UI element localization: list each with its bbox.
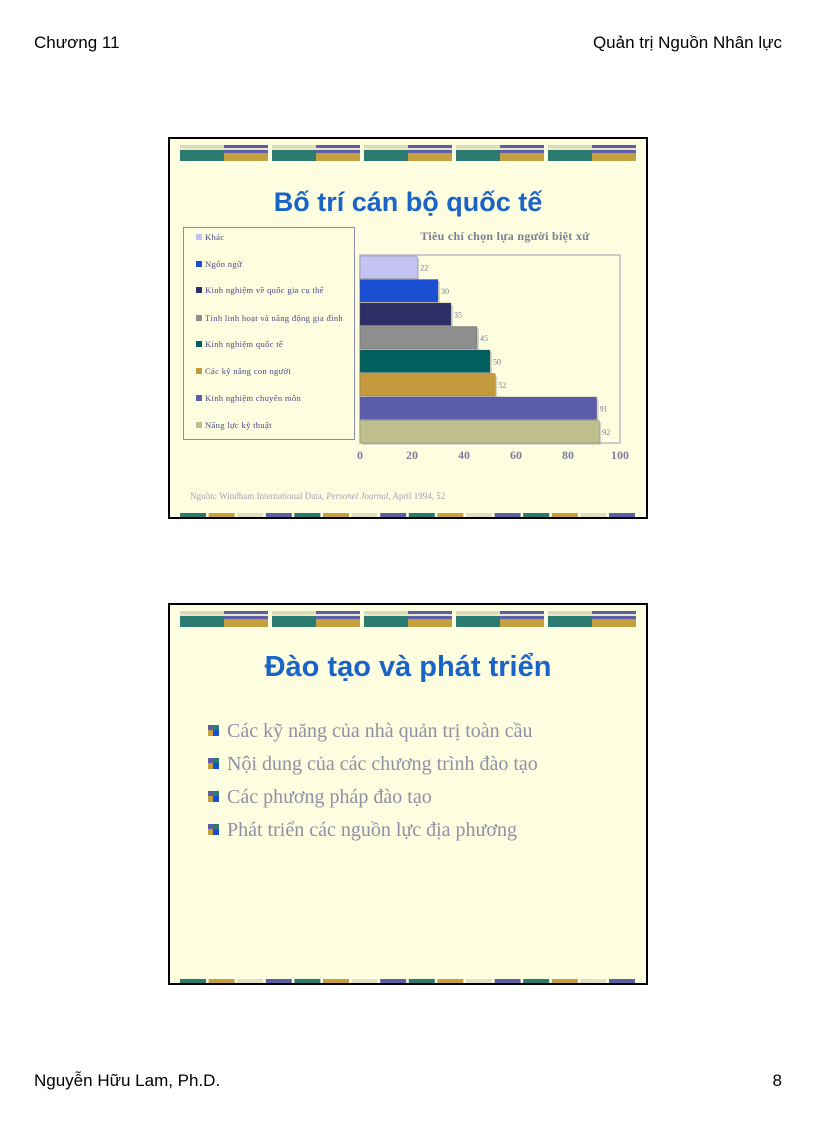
stripe-teal <box>272 150 316 161</box>
stripe-line <box>548 148 636 150</box>
square-bullet-icon <box>208 824 219 835</box>
stripe-seg <box>523 513 549 517</box>
decorative-stripe-bottom <box>180 513 638 517</box>
legend-label: Khác <box>205 232 225 242</box>
stripe-teal <box>548 150 592 161</box>
bar <box>360 327 477 350</box>
stripe-teal <box>548 616 592 627</box>
bar <box>360 421 599 444</box>
stripe-seg <box>437 979 463 983</box>
square-bullet-icon <box>208 758 219 769</box>
legend-item <box>196 313 354 324</box>
legend-label: Tính linh hoạt và năng động gia đình <box>205 313 344 323</box>
bar <box>360 350 490 373</box>
stripe-seg <box>609 979 635 983</box>
decorative-stripe-top <box>180 611 638 627</box>
stripe-seg <box>466 979 492 983</box>
stripe-teal <box>272 616 316 627</box>
stripe-seg <box>209 513 235 517</box>
data-label: 52 <box>498 380 507 390</box>
data-label: 35 <box>454 310 462 320</box>
stripe-seg <box>495 979 521 983</box>
stripe-line <box>456 148 544 150</box>
footer-author: Nguyễn Hữu Lam, Ph.D. <box>34 1071 221 1090</box>
stripe-seg <box>237 513 263 517</box>
data-label: 91 <box>599 404 608 414</box>
stripe-seg <box>380 513 406 517</box>
bar <box>360 374 495 397</box>
stripe-line <box>272 148 360 150</box>
legend-label: Các kỹ năng con người <box>205 366 292 376</box>
chart-legend <box>183 227 355 440</box>
data-label: 22 <box>420 263 429 273</box>
legend-swatch <box>196 261 202 267</box>
header-course-title: Quản trị Nguồn Nhân lực <box>592 33 782 52</box>
bar <box>360 280 438 303</box>
stripe-gold <box>224 619 268 627</box>
source-note <box>190 491 445 501</box>
stripe-seg <box>552 513 578 517</box>
legend-item <box>196 232 354 243</box>
bullet-item <box>208 783 538 816</box>
stripe-seg <box>237 979 263 983</box>
stripe-seg <box>323 979 349 983</box>
bullet-text: Nội dung của các chương trình đào tạo <box>227 753 538 775</box>
stripe-seg <box>180 513 206 517</box>
data-label: 30 <box>441 286 449 296</box>
data-label: 50 <box>493 357 501 367</box>
stripe-seg <box>580 513 606 517</box>
x-tick-label: 20 <box>406 448 418 462</box>
bullet-text: Các kỹ năng của nhà quản trị toàn cầu <box>227 720 533 742</box>
stripe-seg <box>523 979 549 983</box>
stripe-seg <box>409 979 435 983</box>
legend-swatch <box>196 395 202 401</box>
stripe-gold <box>408 153 452 161</box>
bullet-list <box>208 717 538 849</box>
source-prefix: Nguồn: Windham International Data, <box>190 491 327 501</box>
legend-label: Kinh nghiệm về quốc gia cụ thể <box>205 285 324 295</box>
bullet-text: Phát triển các nguồn lực địa phương <box>227 819 517 841</box>
stripe-teal <box>180 616 224 627</box>
x-tick-label: 0 <box>357 448 363 462</box>
stripe-seg <box>352 513 378 517</box>
stripe-seg <box>380 979 406 983</box>
legend-label: Năng lực kỹ thuật <box>205 420 272 430</box>
bullet-text: Các phương pháp đào tạo <box>227 786 432 808</box>
stripe-seg <box>580 979 606 983</box>
stripe-teal <box>456 150 500 161</box>
legend-swatch <box>196 315 202 321</box>
stripe-seg <box>409 513 435 517</box>
legend-swatch <box>196 341 202 347</box>
bar-chart <box>355 249 630 475</box>
stripe-seg <box>466 513 492 517</box>
square-bullet-icon <box>208 791 219 802</box>
legend-item <box>196 339 354 350</box>
stripe-seg <box>323 513 349 517</box>
stripe-seg <box>294 513 320 517</box>
legend-label: Kinh nghiệm quốc tế <box>205 339 284 349</box>
stripe-seg <box>495 513 521 517</box>
stripe-seg <box>552 979 578 983</box>
stripe-seg <box>209 979 235 983</box>
stripe-gold <box>224 153 268 161</box>
stripe-line <box>456 614 544 616</box>
x-tick-label: 40 <box>458 448 470 462</box>
source-journal: Personel Journal <box>326 491 389 501</box>
x-tick-label: 80 <box>562 448 574 462</box>
legend-swatch <box>196 287 202 293</box>
stripe-line <box>548 614 636 616</box>
bullet-item <box>208 750 538 783</box>
stripe-gold <box>592 619 636 627</box>
legend-swatch <box>196 422 202 428</box>
stripe-gold <box>316 153 360 161</box>
data-label: 45 <box>480 333 488 343</box>
slide-training-development <box>168 603 648 985</box>
stripe-teal <box>180 150 224 161</box>
slide-title: Đào tạo và phát triển <box>264 651 552 683</box>
legend-item <box>196 420 354 431</box>
bar <box>360 397 597 420</box>
stripe-line <box>180 614 268 616</box>
slide-international-staffing <box>168 137 648 519</box>
stripe-seg <box>180 979 206 983</box>
x-tick-label: 100 <box>611 448 629 462</box>
source-suffix: , April 1994, 52 <box>388 491 446 501</box>
header-chapter: Chương 11 <box>34 33 120 52</box>
bar <box>360 303 451 326</box>
legend-item <box>196 285 354 296</box>
square-bullet-icon <box>208 725 219 736</box>
legend-swatch <box>196 368 202 374</box>
stripe-gold <box>408 619 452 627</box>
bullet-item <box>208 717 538 750</box>
footer-page-number: 8 <box>772 1071 782 1090</box>
stripe-teal <box>456 616 500 627</box>
stripe-line <box>272 614 360 616</box>
decorative-stripe-bottom <box>180 979 638 983</box>
legend-item <box>196 393 354 404</box>
legend-item <box>196 366 354 377</box>
stripe-teal <box>364 150 408 161</box>
stripe-gold <box>500 619 544 627</box>
stripe-gold <box>500 153 544 161</box>
stripe-line <box>364 148 452 150</box>
x-tick-label: 60 <box>510 448 522 462</box>
stripe-teal <box>364 616 408 627</box>
legend-swatch <box>196 234 202 240</box>
bullet-item <box>208 816 538 849</box>
chart-title: Tiêu chí chọn lựa người biệt xứ <box>420 229 590 243</box>
stripe-line <box>180 148 268 150</box>
decorative-stripe-top <box>180 145 638 161</box>
legend-item <box>196 259 354 270</box>
stripe-seg <box>352 979 378 983</box>
stripe-seg <box>266 513 292 517</box>
legend-label: Ngôn ngữ <box>205 259 242 269</box>
stripe-gold <box>316 619 360 627</box>
stripe-seg <box>266 979 292 983</box>
stripe-line <box>364 614 452 616</box>
data-label: 92 <box>602 427 611 437</box>
stripe-gold <box>592 153 636 161</box>
bar <box>360 256 417 279</box>
stripe-seg <box>437 513 463 517</box>
stripe-seg <box>294 979 320 983</box>
stripe-seg <box>609 513 635 517</box>
slide-title: Bố trí cán bộ quốc tế <box>273 187 543 217</box>
legend-label: Kinh nghiệm chuyên môn <box>205 393 302 403</box>
